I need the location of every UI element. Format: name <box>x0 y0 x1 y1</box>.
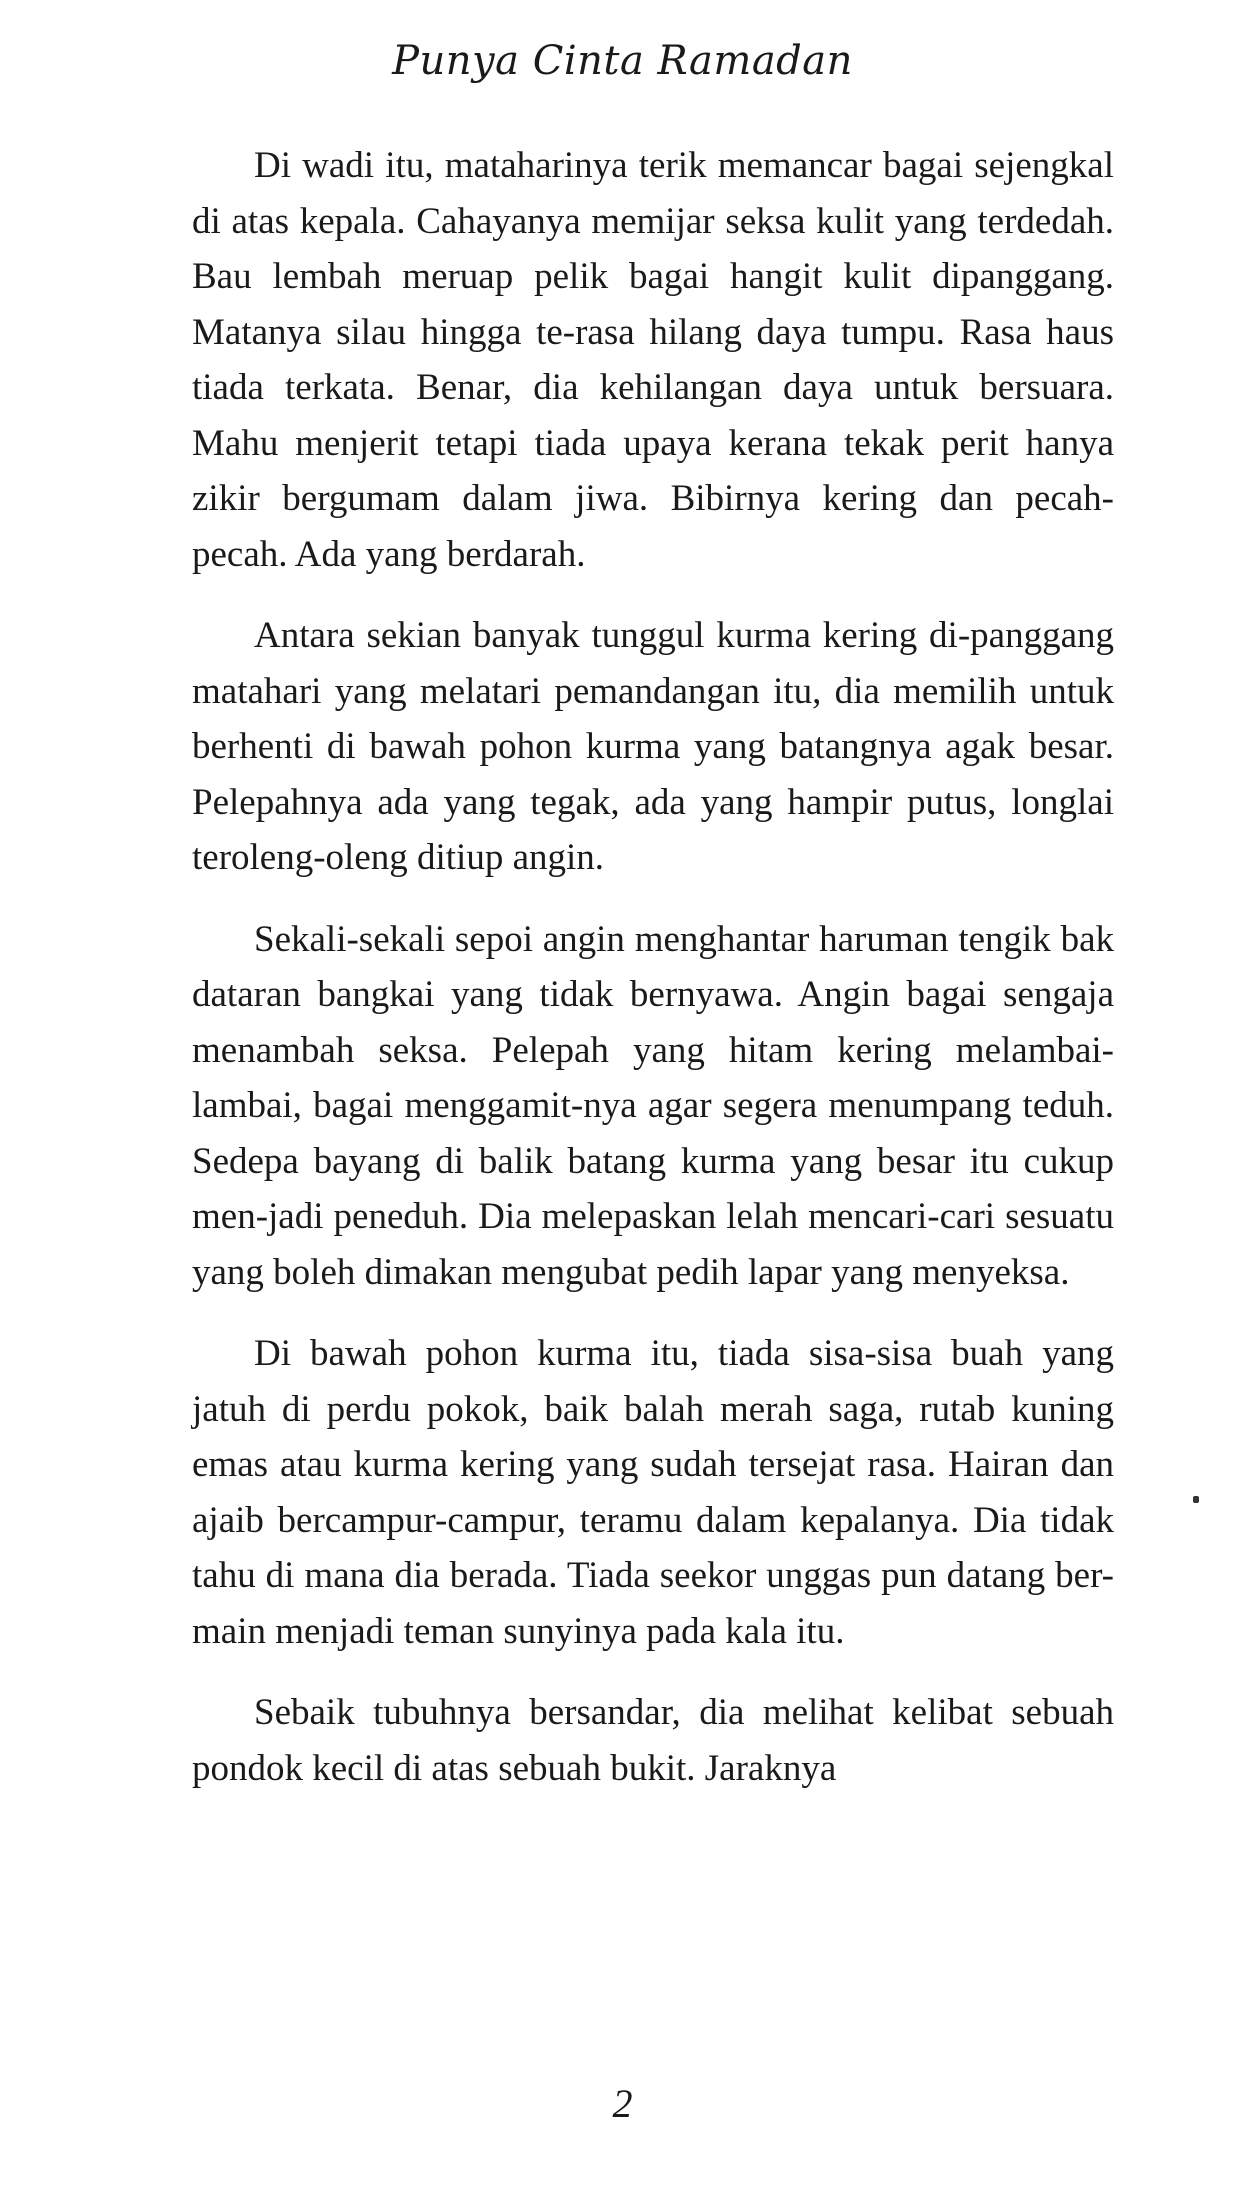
body-text <box>192 138 1114 1796</box>
running-header-title: Punya Cinta Ramadan <box>392 38 853 84</box>
paragraph-3: Sekali-sekali sepoi angin menghantar haruman tengik bak dataran bangkai yang tidak bernyawa. Angin bagai sengaja menambah seksa. Pelepah yang hitam kering melambai-lambai, bagai menggamit-nya agar segera menumpang teduh. Sedepa bayang di balik batang kurma yang besar itu cukup men-jadi peneduh. Dia melepaskan lelah mencari-cari sesuatu yang boleh dimakan mengubat pedih lapar yang menyeksa. <box>192 918 1114 1293</box>
paragraph-2: Antara sekian banyak tunggul kurma kering di-panggang matahari yang melatari pemandangan itu, dia memilih untuk berhenti di bawah pohon kurma yang batangnya agak besar. Pelepahnya ada yang tegak, ada yang hampir putus, longlai teroleng-oleng ditiup angin. <box>192 615 1114 878</box>
paragraph-5: Sebaik tubuhnya bersandar, dia melihat kelibat sebuah pondok kecil di atas sebuah bukit. Jaraknya <box>192 1692 1114 1789</box>
page-number: 2 <box>612 2081 633 2126</box>
print-speck <box>1193 1496 1199 1503</box>
paragraph-1: Di wadi itu, mataharinya terik memancar bagai sejengkal di atas kepala. Cahayanya memijar seksa kulit yang terdedah. Bau lembah meruap pelik bagai hangit kulit dipanggang. Matanya silau hingga te-rasa hilang daya tumpu. Rasa haus tiada terkata. Benar, dia kehilangan daya untuk bersuara. Mahu menjerit tetapi tiada upaya kerana tekak perit hanya zikir bergumam dalam jiwa. Bibirnya kering dan pecah-pecah. Ada yang berdarah. <box>192 145 1114 575</box>
paragraph-4: Di bawah pohon kurma itu, tiada sisa-sisa buah yang jatuh di perdu pokok, baik balah merah saga, rutab kuning emas atau kurma kering yang sudah tersejat rasa. Hairan dan ajaib bercampur-campur, teramu dalam kepalanya. Dia tidak tahu di mana dia berada. Tiada seekor unggas pun datang ber-main menjadi teman sunyinya pada kala itu. <box>192 1333 1114 1652</box>
